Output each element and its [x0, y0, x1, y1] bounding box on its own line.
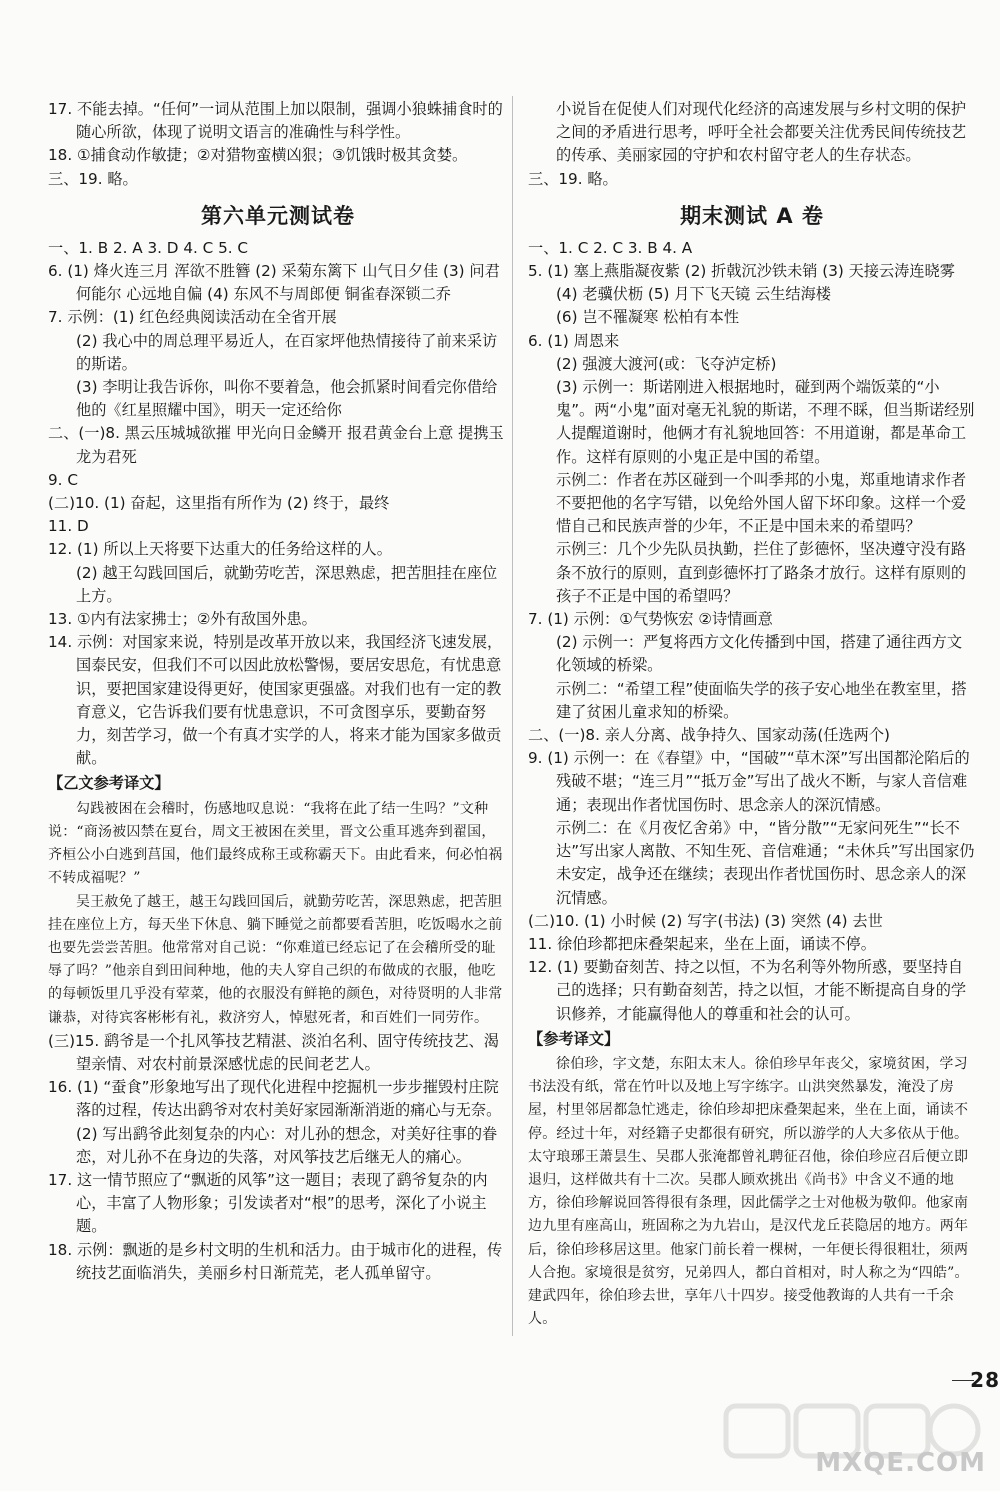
answer-line: 三、19. 略。 [528, 169, 618, 188]
answer-line: 示例三：几个少先队员执勤，拦住了彭德怀，坚决遵守没有路条不放行的原则，直到彭德怀打了路条才放行。这样有原则的孩子不正是中国的希望吗？ [556, 540, 967, 605]
right-column [528, 98, 976, 1331]
answer-line: (二)10. (1) 奋起，这里指有所作为 (2) 终于，最终 [48, 494, 390, 513]
answer-line: 7. 示例：(1) 红色经典阅读活动在全省开展 [48, 308, 337, 327]
answer-line: 9. C [48, 470, 78, 489]
column-divider [512, 96, 513, 1336]
answer-line: (2) 越王勾践回国后，就勤劳吃苦，深思熟虑，把苦胆挂在座位上方。 [76, 563, 498, 605]
translation-paragraph: 徐伯珍，字文楚，东阳太末人。徐伯珍早年丧父，家境贫困，学习书法没有纸，常在竹叶以及地上写字练字。山洪突然暴发，淹没了房屋，村里邻居都急忙逃走，徐伯珍却把床叠架起来，坐在上面，诵读不停。经过十年，对经籍子史都很有研究，所以游学的人大多依从于他。太守琅琊王萧昙生、吴郡人张淹都曾礼聘征召他，徐伯珍应召后便立即退归，这样做共有十二次。吴郡人顾欢挑出《尚书》中含义不通的地方，徐伯珍解说回答得很有条理，因此儒学之士对他极为敬仰。他家南边九里有座高山，班固称之为九岩山，是汉代龙丘苌隐居的地方。两年后，徐伯珍移居这里。他家门前长着一棵树，一年便长得很粗壮，须两人合抱。家境很是贫穷，兄弟四人，都白首相对，时人称之为“四皓”。建武四年，徐伯珍去世，享年八十四岁。接受他教诲的人共有一千余人。 [528, 1055, 969, 1328]
answer-line: 12. (1) 所以上天将要下达重大的任务给这样的人。 [48, 540, 392, 559]
answer-line: (3) 李明让我告诉你，叫你不要着急，他会抓紧时间看完你借给他的《红星照耀中国》，明天一定还给你 [76, 378, 498, 420]
translation-heading-right: 【参考译文】 [528, 1029, 620, 1048]
watermark-text: MXQE.COM [815, 1448, 986, 1478]
answer-line: 18. 示例：飘逝的是乡村文明的生机和活力。由于城市化的进程，传统技艺面临消失，美丽乡村日渐荒芜，老人孤单留守。 [48, 1240, 503, 1282]
answer-line: 三、19. 略。 [48, 169, 138, 188]
answer-line: 小说旨在促使人们对现代化经济的高速发展与乡村文明的保护之间的矛盾进行思考，呼吁全社会都要关注优秀民间传统技艺的传承、美丽家园的守护和农村留守老人的生存状态。 [556, 100, 967, 165]
left-answers-bottom [48, 1030, 508, 1285]
answer-line: 二、(一)8. 亲人分离、战争持久、国家动荡(任选两个) [528, 726, 890, 745]
answer-line: 9. (1) 示例一：在《春望》中，“国破”“草木深”写出国都沦陷后的残破不堪；“连三月”“抵万金”写出了战火不断，与家人音信难通；表现出作者忧国伤时、思念亲人的深沉情感。 [528, 749, 970, 814]
translation-paragraph: 吴王赦免了越王，越王勾践回国后，就勤劳吃苦，深思熟虑，把苦胆挂在座位上方，每天坐下休息、躺下睡觉之前都要看苦胆，吃饭喝水之前也要先尝尝苦胆。他常常对自己说：“你难道已经忘记了在会稽所受的耻辱了吗？”他亲自到田间种地，他的夫人穿自己织的布做成的衣服，他吃的每顿饭里几乎没有荤菜，他的衣服没有鲜艳的颜色，对待贤明的人非常谦恭，对待宾客彬彬有礼，救济穷人，悼慰死者，和百姓们一同劳作。 [48, 893, 503, 1026]
translation-heading-left: 【乙文参考译文】 [48, 774, 170, 793]
answer-line: 一、1. B 2. A 3. D 4. C 5. C [48, 238, 248, 257]
answer-line: (2) 我心中的周总理平易近人，在百家坪他热情接待了前来采访的斯诺。 [76, 331, 498, 373]
answer-line: 示例二：在《月夜忆舍弟》中，“皆分散”“无家问死生”“长不达”写出家人离散、不知生死、音信难通；“未休兵”写出国家仍未安定，战争还在继续；表现出作者忧国伤时、思念亲人的深沉情感。 [556, 818, 975, 907]
page-number: 28 [970, 1368, 1000, 1392]
right-answers-top [528, 98, 976, 191]
answer-line: (2) 强渡大渡河(或：飞夺泸定桥) [556, 354, 777, 373]
translation-text-right [528, 1053, 976, 1331]
answer-line: (2) 写出鹞爷此刻复杂的内心：对儿孙的想念，对美好往事的眷恋，对儿孙不在身边的失落，对风筝技艺后继无人的痛心。 [76, 1124, 498, 1166]
section-title-final-a: 期末测试 A 卷 [680, 203, 824, 228]
answer-line: 14. 示例：对国家来说，特别是改革开放以来，我国经济飞速发展，国泰民安，但我们不可以因此放松警惕，要居安思危，有忧患意识，要把国家建设得更好，使国家更强盛。对我们也有一定的教育意义，它告诉我们要有忧患意识，不可贪图享乐，要勤奋努力，刻苦学习，做一个有真才实学的人，将来才能为国家多做贡献。 [48, 633, 503, 768]
answer-line: 11. D [48, 517, 89, 536]
answer-line: 17. 这一情节照应了“飘逝的风筝”这一题目；表现了鹞爷复杂的内心，丰富了人物形象；引发读者对“根”的思考，深化了小说主题。 [48, 1170, 488, 1236]
answer-line: (三)15. 鹞爷是一个扎风筝技艺精湛、淡泊名利、固守传统技艺、渴望亲情、对农村前景深感忧虑的民间老艺人。 [48, 1031, 499, 1073]
left-answers-unit6 [48, 237, 508, 771]
answer-line: (二)10. (1) 小时候 (2) 写字(书法) (3) 突然 (4) 去世 [528, 911, 883, 930]
answer-line: 一、1. C 2. C 3. B 4. A [528, 238, 693, 257]
section-title-unit6: 第六单元测试卷 [201, 203, 355, 228]
answer-line: 11. 徐伯珍都把床叠架起来，坐在上面，诵读不停。 [528, 934, 876, 953]
answer-line: (3) 示例一：斯诺刚进入根据地时，碰到两个端饭菜的“小鬼”。两“小鬼”面对毫无礼貌的斯诺，不理不睬，但当斯诺经别人提醒道谢时，他俩才有礼貌地回答：不用道谢，都是革命工作。这样有原则的小鬼正是中国的希望。 [556, 378, 975, 466]
answer-line: 示例二：作者在苏区碰到一个叫季邦的小鬼，郑重地请求作者不要把他的名字写错，以免给外国人留下坏印象。这样一个爱惜自己和民族声誉的少年，不正是中国未来的希望吗？ [556, 470, 967, 536]
answer-line: 7. (1) 示例：①气势恢宏 ②诗情画意 [528, 610, 773, 629]
answer-line: 6. (1) 周恩来 [528, 331, 620, 350]
answer-line: (2) 示例一：严复将西方文化传播到中国，搭建了通往西方文化领域的桥梁。 [556, 633, 963, 675]
answer-line: 6. (1) 烽火连三月 浑欲不胜簪 (2) 采菊东篱下 山气日夕佳 (3) 问君何能尔 心远地自偏 (4) 东风不与周郎便 铜雀春深锁二乔 [48, 262, 500, 304]
right-answers-final [528, 237, 976, 1026]
answer-line: 17. 不能去掉。“任何”一词从范围上加以限制，强调小狼蛛捕食时的随心所欲，体现了说明文语言的准确性与科学性。 [48, 100, 503, 142]
left-answers-top [48, 98, 508, 191]
answer-line: 二、(一)8. 黑云压城城欲摧 甲光向日金鳞开 报君黄金台上意 提携玉龙为君死 [48, 424, 504, 466]
translation-paragraph: 勾践被困在会稽时，伤感地叹息说：“我将在此了结一生吗？”文种说：“商汤被囚禁在夏台，周文王被困在羑里，晋文公重耳逃奔到翟国，齐桓公小白逃到莒国，他们最终成称王或称霸天下。由此看来，何必怕祸不转成福呢？” [48, 800, 503, 887]
answer-line: 18. ①捕食动作敏捷；②对猎物蛮横凶狠；③饥饿时极其贪婪。 [48, 146, 468, 165]
left-column [48, 98, 508, 1285]
answer-line: 13. ①内有法家拂士；②外有敌国外患。 [48, 610, 317, 629]
answer-line: 5. (1) 塞上燕脂凝夜紫 (2) 折戟沉沙铁未销 (3) 天接云涛连晓雾 (4) 老骥伏枥 (5) 月下飞天镜 云生结海楼 [528, 262, 955, 304]
translation-text-left [48, 798, 508, 1030]
answer-line: (6) 岂不罹凝寒 松柏有本性 [556, 308, 740, 327]
answer-line: 示例二：“希望工程”使面临失学的孩子安心地坐在教室里，搭建了贫困儿童求知的桥梁。 [556, 679, 967, 721]
answer-line: 16. (1) “蚕食”形象地写出了现代化进程中挖掘机一步步摧毁村庄院落的过程，传达出鹞爷对农村美好家园渐渐消逝的痛心与无奈。 [48, 1078, 502, 1120]
answer-line: 12. (1) 要勤奋刻苦、持之以恒，不为名利等外物所惑，要坚持自己的选择；只有勤奋刻苦，持之以恒，才能不断提高自身的学识修养，才能赢得他人的尊重和社会的认可。 [528, 958, 967, 1023]
